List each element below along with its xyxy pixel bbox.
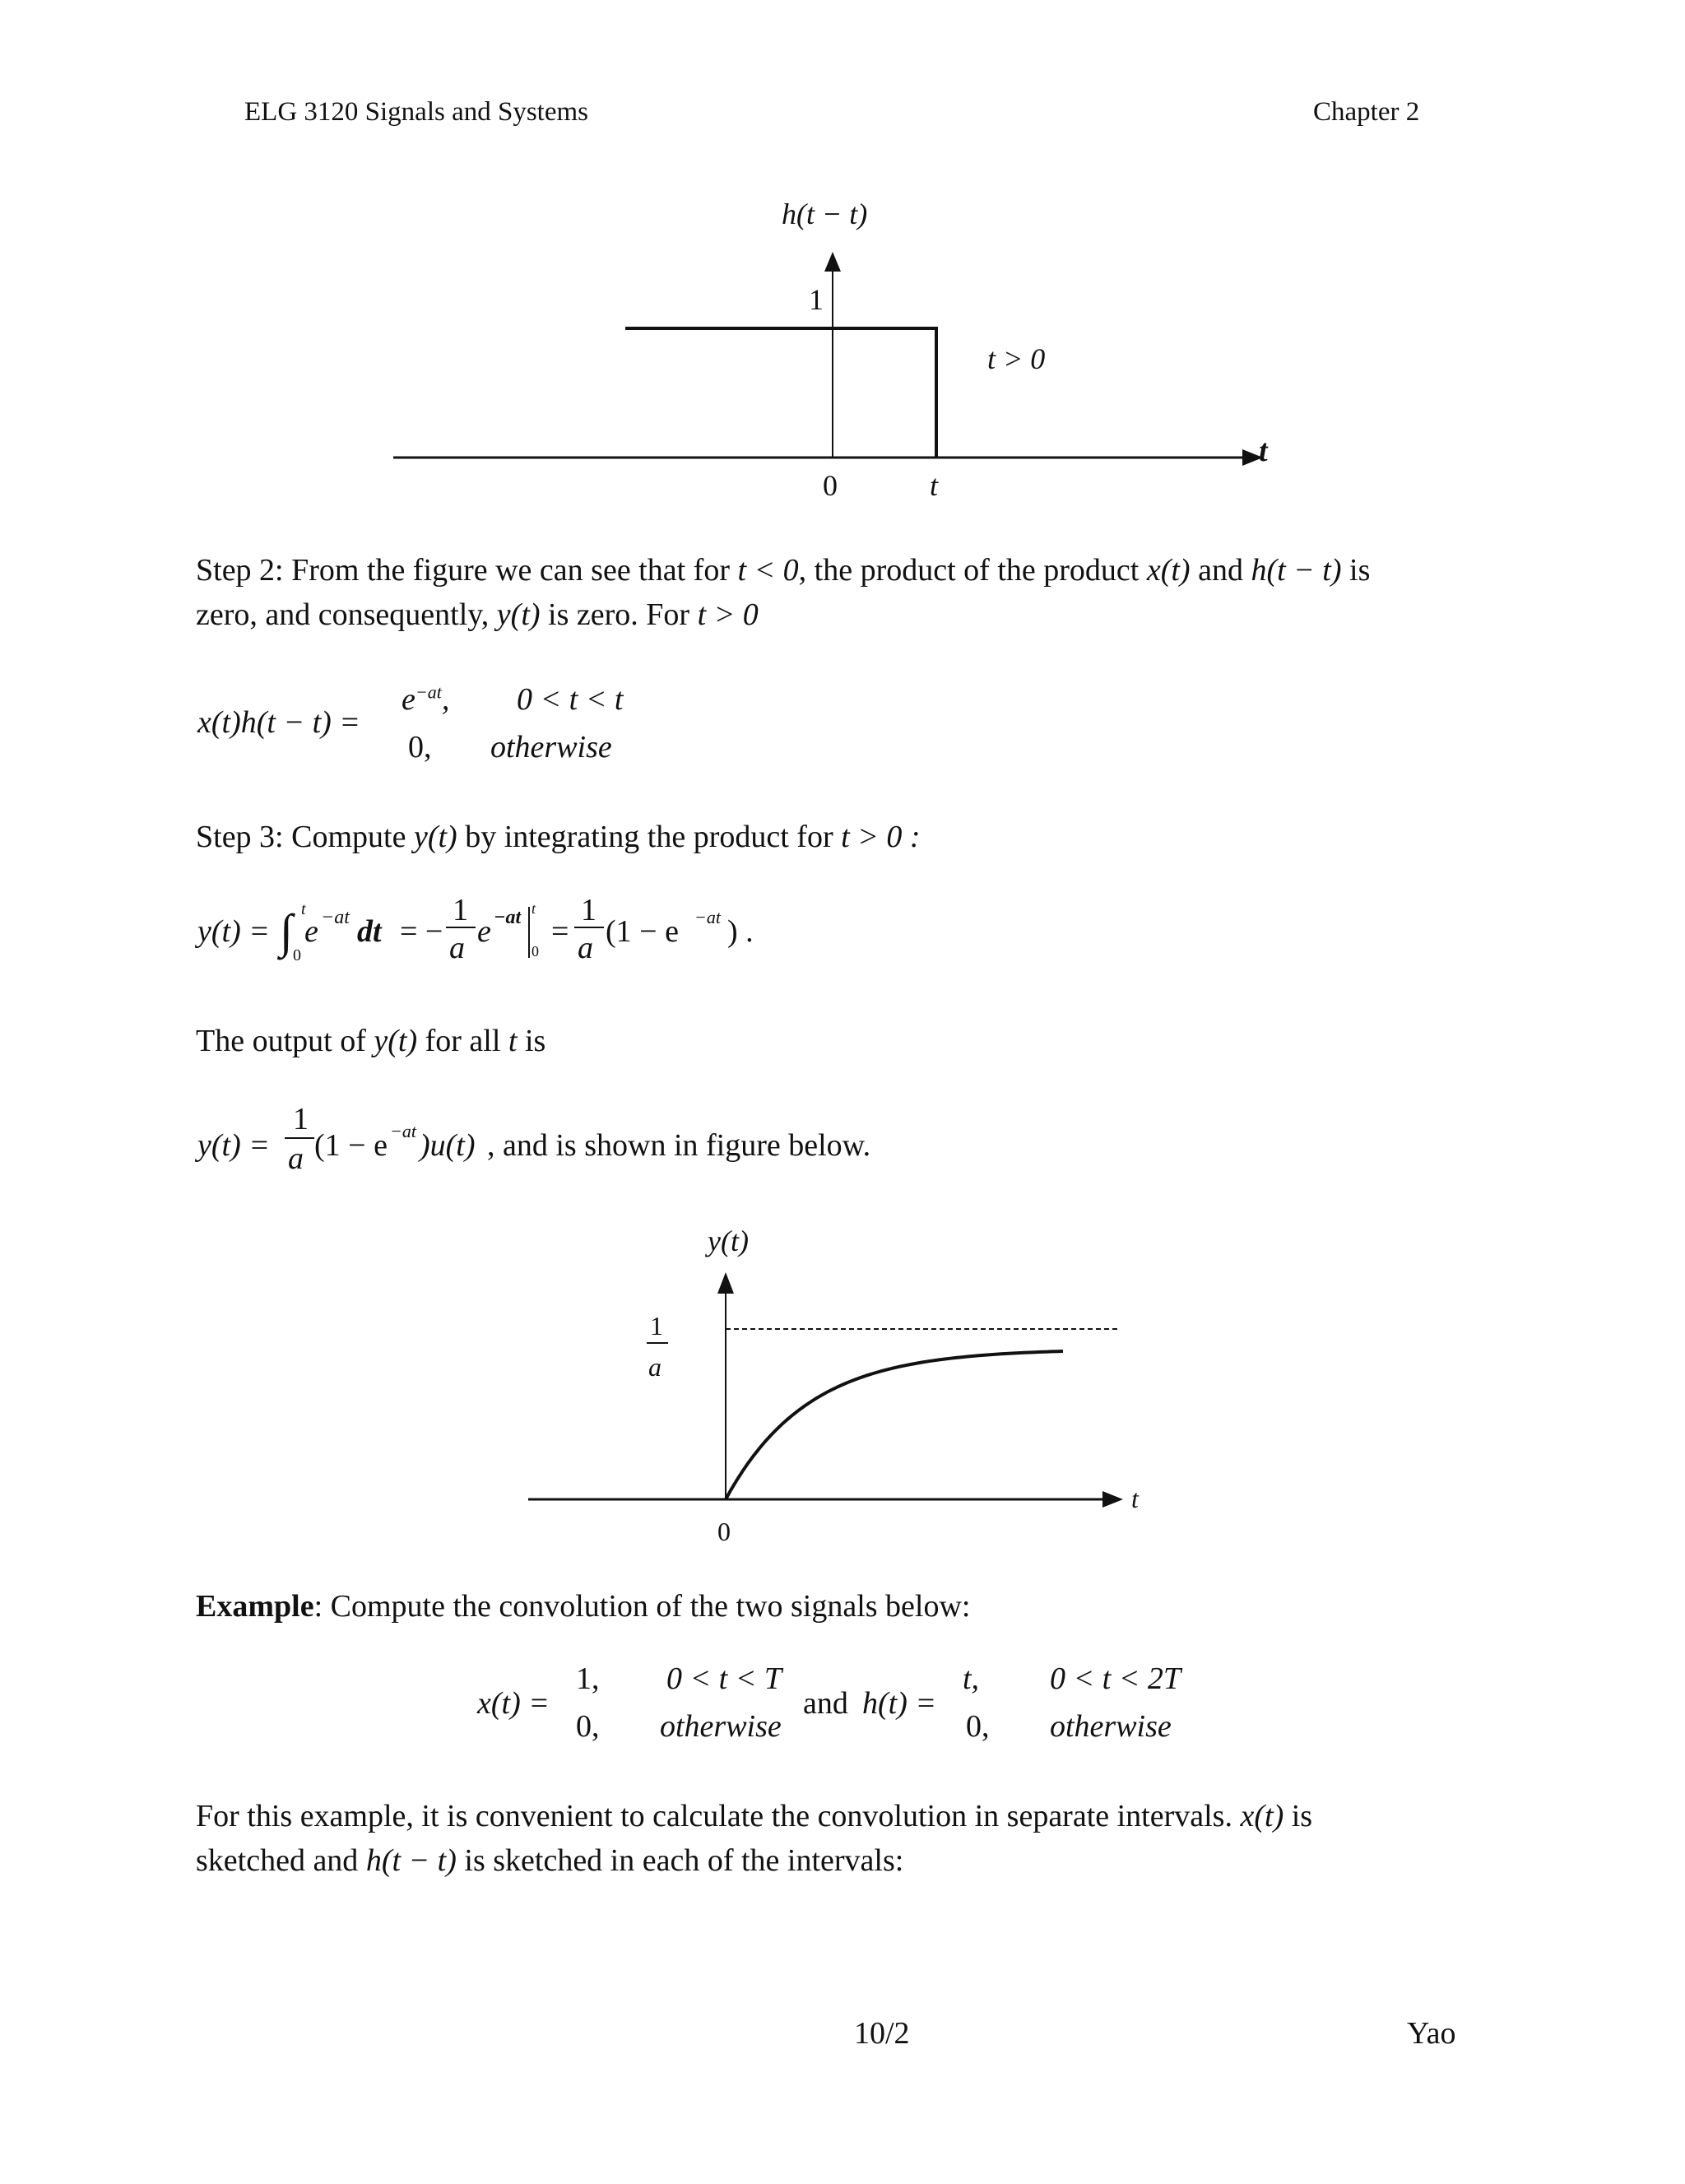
integral-sign: ∫ (280, 904, 293, 958)
header-chapter: Chapter 2 (1313, 97, 1420, 127)
fig2-ylabel: y(t) (708, 1224, 749, 1257)
output-line: The output of y(t) for all t is (196, 1024, 546, 1058)
fig1-ylabel: h(t − t) (782, 197, 868, 230)
rect-pulse (625, 328, 936, 458)
fig2-level-den: a (648, 1352, 661, 1382)
time-axis-arrow (1102, 1491, 1123, 1508)
vertical-axis-arrow (717, 1272, 734, 1294)
step2-line2: zero, and consequently, y(t) is zero. For t > 0 (196, 597, 759, 632)
piecewise1-row1-val: $e^{-at}$, (402, 681, 450, 717)
piecewise1-lhs: x(t)h(t − t) = (197, 705, 360, 740)
y-curve (726, 1351, 1063, 1499)
fig1-step-label: t (930, 469, 939, 502)
fig2-axis-label: t (1131, 1484, 1139, 1513)
example-line: Example: Compute the convolution of the two signals below: (196, 1589, 971, 1624)
fig2-origin: 0 (717, 1517, 731, 1546)
signals-definition: x(t) = 1, 0 < t < T 0, otherwise and h(t) = t, 0 < t < 2T 0, otherwise (477, 1661, 1181, 1744)
figure-output-y (510, 1218, 1185, 1547)
piecewise1-row2-val: 0, (408, 730, 432, 764)
piecewise1-row2-cond: otherwise (490, 730, 612, 764)
fig1-origin: 0 (823, 469, 838, 502)
footer-author: Yao (1407, 2016, 1456, 2051)
fig1-axis-label: t (1259, 434, 1268, 468)
step2-line1: Step 2: From the figure we can see that for t < 0, the product of the product x(t) and h(t − t) is (196, 553, 1371, 588)
fig1-height-label: 1 (809, 283, 824, 316)
closing-line1: For this example, it is convenient to calculate the convolution in separate intervals. x(t) is (196, 1799, 1313, 1833)
closing-line2: sketched and h(t − t) is sketched in each of the intervals: (196, 1843, 904, 1878)
footer-page-number: 10/2 (854, 2016, 910, 2051)
piecewise1-row1-cond: 0 < t < t (517, 682, 624, 717)
integral-equation: y(t) = ∫ t 0 e −at dt = − 1 a e −at t 0 = 1 a (1 − e −at ) . (197, 893, 754, 965)
fig1-condition: t > 0 (987, 342, 1046, 375)
vertical-axis-arrow (824, 252, 841, 272)
fig2-level-num: 1 (650, 1311, 663, 1341)
header-course-title: ELG 3120 Signals and Systems (244, 97, 588, 127)
step3-line: Step 3: Compute y(t) by integrating the product for t > 0 : (196, 820, 921, 854)
figure-h-shifted (378, 189, 1325, 518)
final-equation: y(t) = 1 a (1 − e −at )u(t) , and is shown in figure below. (197, 1102, 871, 1176)
